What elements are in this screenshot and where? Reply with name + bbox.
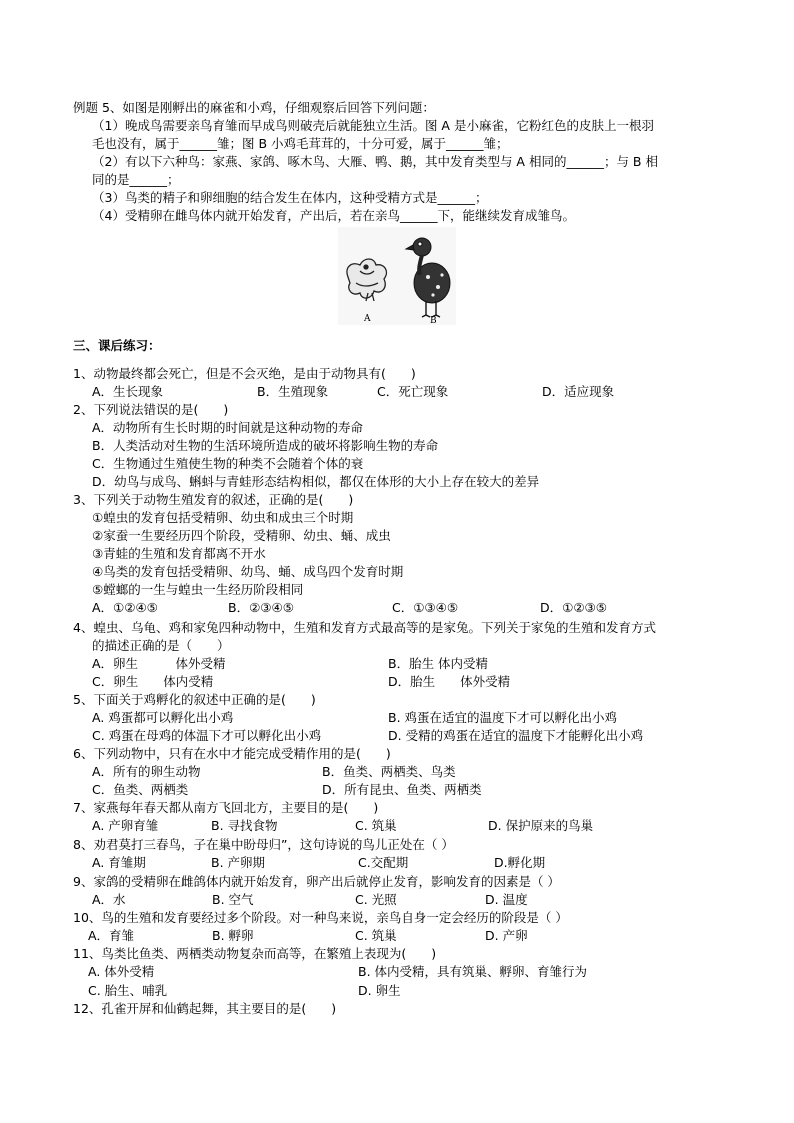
q5-stem: 5、下面关于鸡孵化的叙述中正确的是( ) bbox=[73, 692, 316, 707]
q6-option-c: C．鱼类、两栖类 bbox=[92, 782, 189, 797]
q4-option-a: A．卵生 体外受精 bbox=[92, 656, 226, 671]
q2-option-a: A．动物所有生长时期的时间就是这种动物的寿命 bbox=[92, 420, 364, 435]
q6-option-a: A．所有的卵生动物 bbox=[92, 764, 201, 779]
q3-statement-1: ①蝗虫的发育包括受精卵、幼虫和成虫三个时期 bbox=[92, 510, 354, 525]
q3-statement-5: ⑤螳螂的一生与蝗虫一生经历阶段相同 bbox=[92, 582, 304, 597]
example-q1-line1: （1）晚成鸟需要亲鸟育雏而早成鸟则破壳后就能独立生活。图 A 是小麻雀，它粉红色的皮肤上一根羽 bbox=[92, 118, 654, 133]
q9-option-b: B. 空气 bbox=[212, 892, 254, 907]
q2-option-c: C．生物通过生殖使生物的种类不会随着个体的衰 bbox=[92, 456, 364, 471]
q3-option-d: D．①②③⑤ bbox=[540, 600, 607, 615]
q4-option-c: C．卵生 体内受精 bbox=[92, 674, 214, 689]
q11-stem: 11、鸟类比鱼类、两栖类动物复杂而高等，在繁殖上表现为( ) bbox=[73, 946, 437, 961]
q9-stem: 9、家鸽的受精卵在雌鸽体内就开始发育，卵产出后就停止发育，影响发育的因素是（ ） bbox=[73, 874, 560, 889]
q7-stem: 7、家燕每年春天都从南方飞回北方，主要目的是( ) bbox=[73, 800, 379, 815]
q7-option-c: C. 筑巢 bbox=[355, 818, 397, 833]
q6-option-d: D．所有昆虫、鱼类、两栖类 bbox=[322, 782, 482, 797]
q10-option-d: D. 产卵 bbox=[485, 928, 528, 943]
chicks-drawing bbox=[338, 227, 456, 325]
q3-stem: 3、下列关于动物生殖发育的叙述，正确的是( ) bbox=[73, 492, 354, 507]
q4-stem-line1: 4、蝗虫、乌龟、鸡和家兔四种动物中，生殖和发育方式最高等的是家兔。下列关于家兔的生殖和发育方式 bbox=[73, 620, 656, 635]
q8-option-a: A. 育雏期 bbox=[92, 855, 146, 870]
section-title: 三、课后练习： bbox=[73, 338, 161, 353]
q3-statement-4: ④鸟类的发育包括受精卵、幼鸟、蛹、成鸟四个发育时期 bbox=[92, 564, 404, 579]
q3-option-c: C．①③④⑤ bbox=[392, 600, 459, 615]
example-q4: （4）受精卵在雌鸟体内就开始发育，产出后，若在亲鸟______下，能继续发育成雏鸟。 bbox=[92, 208, 575, 223]
q11-option-c: C. 胎生、哺乳 bbox=[88, 983, 168, 998]
q5-option-d: D. 受精的鸡蛋在适宜的温度下才能孵化出小鸡 bbox=[388, 728, 644, 743]
q4-option-b: B．胎生 体内受精 bbox=[388, 656, 489, 671]
q9-option-a: A．水 bbox=[92, 892, 126, 907]
example-q2-line1: （2）有以下六种鸟：家燕、家鸽、啄木鸟、大雁、鸭、鹅，其中发育类型与 A 相同的______；与 B 相 bbox=[92, 154, 658, 169]
q2-option-d: D．幼鸟与成鸟、蝌蚪与青蛙形态结构相似，都仅在体形的大小上存在较大的差异 bbox=[92, 474, 540, 489]
q5-option-b: B. 鸡蛋在适宜的温度下才可以孵化出小鸡 bbox=[388, 710, 618, 725]
example-title: 例题 5、如图是刚孵出的麻雀和小鸡，仔细观察后回答下列问题： bbox=[73, 100, 435, 115]
q8-option-b: B. 产卵期 bbox=[211, 855, 266, 870]
q1-stem: 1、动物最终都会死亡，但是不会灭绝，是由于动物具有( ) bbox=[73, 366, 416, 381]
q5-option-c: C. 鸡蛋在母鸡的体温下才可以孵化出小鸡 bbox=[92, 728, 322, 743]
q11-option-b: B. 体内受精，具有筑巢、孵卵、育雏行为 bbox=[358, 964, 588, 979]
q3-statement-2: ②家蚕一生要经历四个阶段，受精卵、幼虫、蛹、成虫 bbox=[92, 528, 391, 543]
q3-option-a: A．①②④⑤ bbox=[92, 600, 158, 615]
q12-stem: 12、孔雀开屏和仙鹤起舞，其主要目的是( ) bbox=[73, 1001, 337, 1016]
q6-option-b: B．鱼类、两栖类、鸟类 bbox=[322, 764, 456, 779]
chicks-figure bbox=[338, 227, 456, 325]
q8-option-d: D.孵化期 bbox=[494, 855, 546, 870]
q2-option-b: B．人类活动对生物的生活环境所造成的破坏将影响生物的寿命 bbox=[92, 438, 439, 453]
q2-stem: 2、下列说法错误的是( ) bbox=[73, 402, 229, 417]
q5-option-a: A. 鸡蛋都可以孵化出小鸡 bbox=[92, 710, 234, 725]
q1-option-d: D．适应现象 bbox=[542, 384, 615, 399]
q10-option-c: C. 筑巢 bbox=[355, 928, 397, 943]
q8-stem: 8、劝君莫打三春鸟，子在巢中盼母归”，这句诗说的鸟儿正处在（ ） bbox=[73, 837, 454, 852]
figure-label-b: B bbox=[430, 316, 437, 325]
q7-option-a: A. 产卵育雏 bbox=[92, 818, 159, 833]
q8-option-c: C.交配期 bbox=[358, 855, 409, 870]
q10-stem: 10、鸟的生殖和发育要经过多个阶段。对一种鸟来说，亲鸟自身一定会经历的阶段是（ ） bbox=[73, 910, 568, 925]
q3-option-b: B．②③④⑤ bbox=[228, 600, 294, 615]
q1-option-a: A．生长现象 bbox=[92, 384, 164, 399]
q1-option-c: C．死亡现象 bbox=[377, 384, 449, 399]
q6-stem: 6、下列动物中，只有在水中才能完成受精作用的是( ) bbox=[73, 746, 391, 761]
figure-label-a: A bbox=[364, 314, 371, 324]
q7-option-b: B. 寻找食物 bbox=[211, 818, 278, 833]
example-q2-line2: 同的是______； bbox=[92, 172, 180, 187]
q7-option-d: D. 保护原来的鸟巢 bbox=[488, 818, 594, 833]
q4-stem-line2: 的描述正确的是（ ） bbox=[92, 638, 230, 653]
q9-option-c: C. 光照 bbox=[355, 892, 397, 907]
q10-option-a: A．育雏 bbox=[88, 928, 135, 943]
q11-option-a: A. 体外受精 bbox=[88, 964, 155, 979]
q9-option-d: D. 温度 bbox=[485, 892, 528, 907]
example-q3: （3）鸟类的精子和卵细胞的结合发生在体内，这种受精方式是______； bbox=[92, 190, 488, 205]
q11-option-d: D. 卵生 bbox=[358, 983, 401, 998]
q1-option-b: B．生殖现象 bbox=[257, 384, 329, 399]
q4-option-d: D．胎生 体外受精 bbox=[388, 674, 511, 689]
q10-option-b: B. 孵卵 bbox=[212, 928, 254, 943]
q3-statement-3: ③青蛙的生殖和发育都离不开水 bbox=[92, 546, 266, 561]
example-q1-line2: 毛也没有，属于______雏；图 B 小鸡毛茸茸的，十分可爱，属于______雏； bbox=[92, 136, 509, 151]
